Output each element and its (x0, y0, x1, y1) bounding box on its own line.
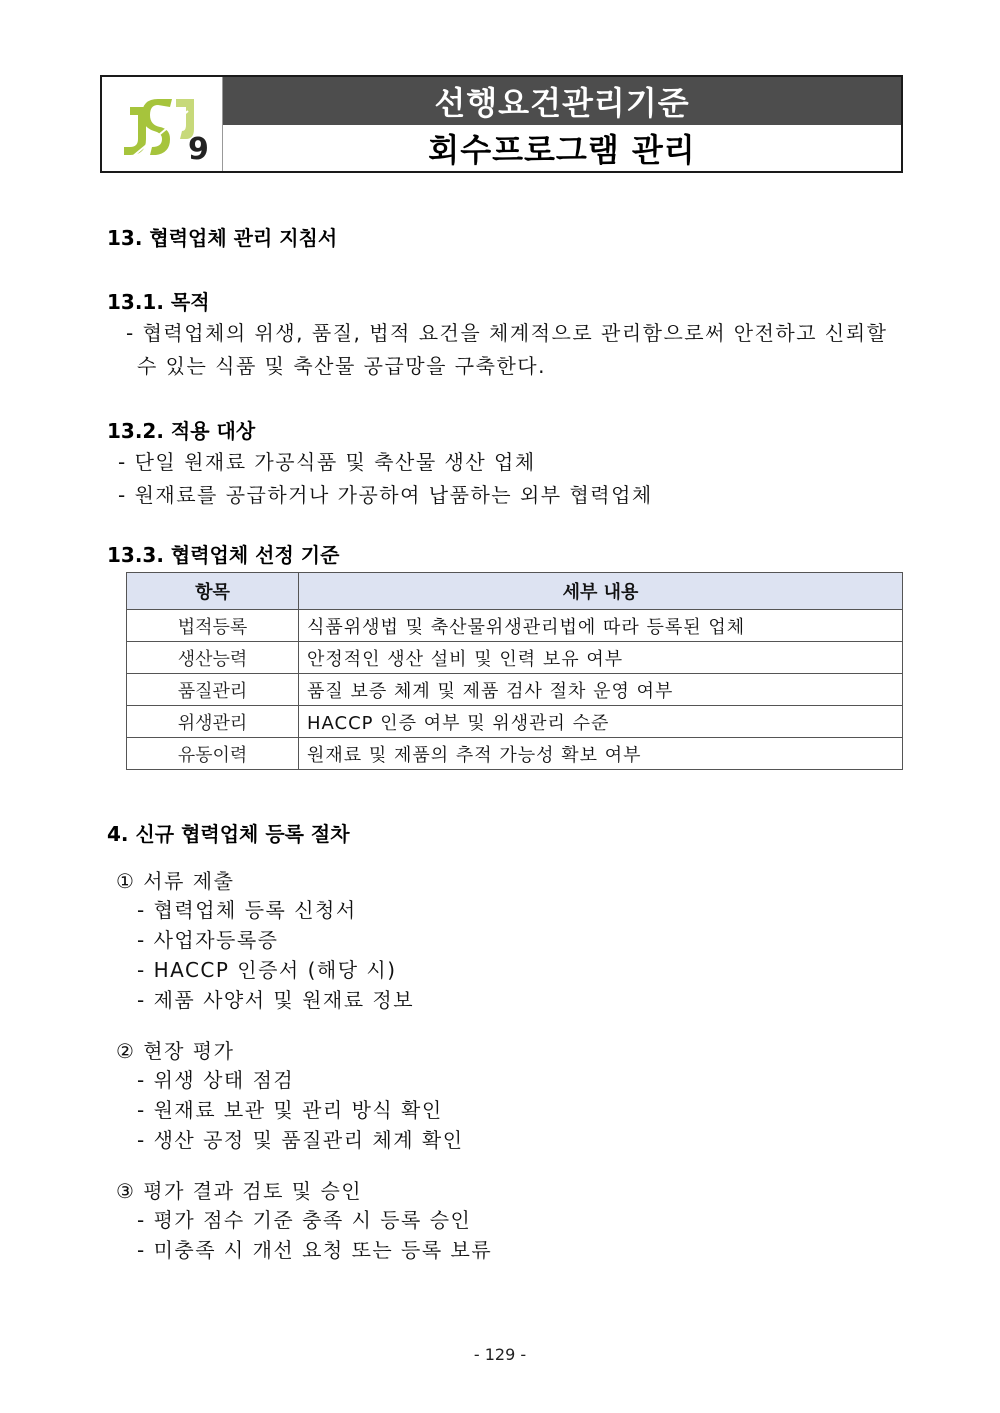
document-title: 선행요건관리기준 (223, 77, 901, 125)
company-logo (102, 77, 223, 171)
criteria-detail: 품질 보증 체계 및 제품 검사 절차 운영 여부 (299, 674, 903, 706)
purpose-line-2: 수 있는 식품 및 축산물 공급망을 구축한다. (137, 354, 546, 378)
criteria-detail: 식품위생법 및 축산물위생관리법에 따라 등록된 업체 (299, 610, 903, 642)
document-subtitle: 회수프로그램 관리 (428, 131, 696, 169)
section-13-3-heading: 13.3. 협력업체 선정 기준 (107, 543, 340, 567)
step-title: ③ 평가 결과 검토 및 승인 (116, 1179, 363, 1203)
logo-icon (102, 77, 222, 171)
step-item: - 미충족 시 개선 요청 또는 등록 보류 (137, 1238, 493, 1262)
criteria-detail: 안정적인 생산 설비 및 인력 보유 여부 (299, 642, 903, 674)
step-item: - 원재료 보관 및 관리 방식 확인 (137, 1098, 443, 1122)
table-row (127, 706, 903, 738)
section-4-heading: 4. 신규 협력업체 등록 절차 (107, 822, 350, 846)
table-row (127, 610, 903, 642)
section-13-1-heading: 13.1. 목적 (107, 290, 210, 314)
header-title-block (223, 77, 901, 171)
document-header (100, 75, 903, 173)
section-13-heading: 13. 협력업체 관리 지침서 (107, 226, 338, 250)
purpose-line-1: - 협력업체의 위생, 품질, 법적 요건을 체계적으로 관리함으로써 안전하고 신뢰할 (126, 321, 888, 345)
step-title: ① 서류 제출 (116, 869, 235, 893)
column-header-item: 항목 (127, 573, 299, 610)
step-item: - 사업자등록증 (137, 928, 279, 952)
criteria-item: 위생관리 (127, 706, 299, 738)
criteria-item: 유동이력 (127, 738, 299, 770)
selection-criteria-table (126, 572, 903, 770)
step-item: - 제품 사양서 및 원재료 정보 (137, 988, 415, 1012)
svg-text:9: 9 (188, 132, 209, 167)
step-item: - 협력업체 등록 신청서 (137, 898, 357, 922)
step-item: - 생산 공정 및 품질관리 체계 확인 (137, 1128, 464, 1152)
step-item: - HACCP 인증서 (해당 시) (137, 958, 397, 982)
step-title: ② 현장 평가 (116, 1039, 235, 1063)
section-13-2-heading: 13.2. 적용 대상 (107, 419, 256, 443)
table-row (127, 738, 903, 770)
criteria-detail: HACCP 인증 여부 및 위생관리 수준 (299, 706, 903, 738)
column-header-detail: 세부 내용 (299, 573, 903, 610)
table-row (127, 642, 903, 674)
page-number: - 129 - (473, 1345, 527, 1364)
criteria-item: 법적등록 (127, 610, 299, 642)
step-item: - 위생 상태 점검 (137, 1068, 295, 1092)
step-item: - 평가 점수 기준 충족 시 등록 승인 (137, 1208, 472, 1232)
table-header-row (127, 573, 903, 610)
target-item: - 원재료를 공급하거나 가공하여 납품하는 외부 협력업체 (118, 483, 653, 507)
target-item: - 단일 원재료 가공식품 및 축산물 생산 업체 (118, 450, 536, 474)
criteria-detail: 원재료 및 제품의 추적 가능성 확보 여부 (299, 738, 903, 770)
criteria-item: 품질관리 (127, 674, 299, 706)
criteria-item: 생산능력 (127, 642, 299, 674)
table-row (127, 674, 903, 706)
